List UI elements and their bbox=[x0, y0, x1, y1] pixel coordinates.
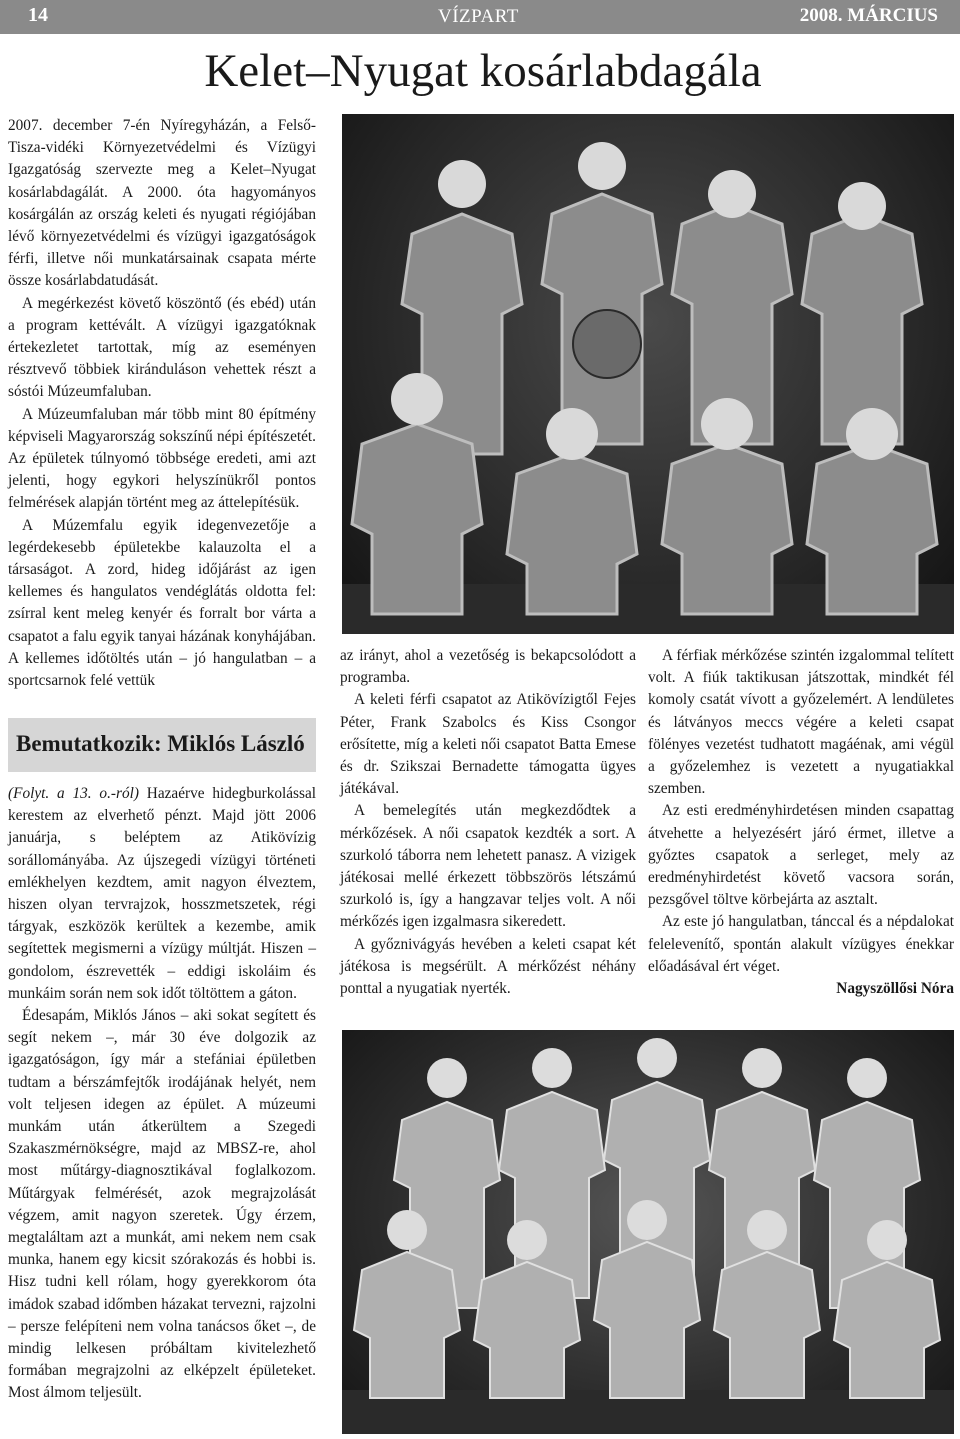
paragraph: A keleti férfi csapatot az Atikövízigtől Fejes Péter, Frank Szabolcs és Kiss Csongor erősítette, míg a keleti női csapatot Batta Emese és dr. Szikszai Bernadette támogatta ügyes játékával. bbox=[340, 691, 636, 798]
middle-column bbox=[340, 645, 636, 1000]
paragraph: az irányt, ahol a vezetőség is bekapcsolódott a programba. bbox=[340, 647, 636, 687]
paragraph: Az este jó hangulatban, tánccal és a népdalokat felelevenítő, spontán alakult vízügyes énekkar előadásával ért véget. bbox=[648, 913, 954, 975]
sidebar-heading-box bbox=[8, 718, 316, 772]
page-number: 14 bbox=[28, 4, 48, 26]
issue-date: 2008. MÁRCIUS bbox=[799, 5, 938, 26]
paragraph: A győznivágyás hevében a keleti csapat két játékosa is megsérült. A mérkőzést néhány ponttal a nyugatiak nyerték. bbox=[340, 935, 636, 998]
sidebar-heading: Bemutatkozik: Miklós László bbox=[16, 731, 305, 756]
paragraph: A Múzemfalu egyik idegenvezetője a legérdekesebb épületekbe kalauzolta el a társaságot. A zord, hideg időjárást az igen kellemes és hangulatos vendéglátás oldotta fel: zsírral kent meleg kenyér és forralt bor várta a csapatot a falu egyik tanyai házának konyhájában. A kellemes időtöltés után – jó hangulatban – a sportcsarnok felé vettük bbox=[8, 516, 316, 690]
paragraph: A megérkezést követő köszöntő (és ebéd) után a program kettévált. A vízügyi igazgatóknak értekezletet tartottak, míg az eseményen résztvevő többiek kiránduláson vehettek részt a sóstói Múzeumfaluban. bbox=[8, 294, 316, 401]
left-column-bottom bbox=[8, 783, 316, 1405]
right-column bbox=[648, 645, 954, 1000]
paragraph: A férfiak mérkőzése szintén izgalommal telített volt. A fiúk taktikusan játszottak, mindkét fél komoly csatát vívott a győzelemért. A lendületes és látványos meccs végére a keleti csapat fölényes vezetést tudhatott magáénak, ami végül a győzelemhez is vezetett a nyugatiakkal szemben. bbox=[648, 647, 954, 798]
left-column-top bbox=[8, 115, 316, 692]
paragraph: Az esti eredményhirdetésen minden csapattag átvehette a helyezésért járó érmet, illetve a győztes csapatok a serleget, mely az eredményhirdetést követő vacsora során, pezsgővel töltve körbejárta az asztalt. bbox=[648, 802, 954, 909]
women-team-photo bbox=[342, 114, 954, 634]
magazine-name: VÍZPART bbox=[438, 6, 519, 27]
paragraph: A Múzeumfaluban már több mint 80 építmény képviseli Magyarország sokszínű népi építészetét. Az épületek túlnyomó többsége eredeti, ami azt jelenti, hogy egykori helyszínükről pontos felmérések alapján történt meg az áttelepítésük. bbox=[8, 405, 316, 512]
page-header-bar bbox=[0, 0, 960, 34]
women-team-photo-illustration bbox=[342, 114, 954, 634]
article-title: Kelet–Nyugat kosárlabdagála bbox=[204, 45, 762, 97]
paragraph-text: Hazaérve hidegburkolással kerestem az elverhető pénzt. Majd jött 2006 januárja, s beléptem az Atikövízig sorállományába. Az újszegedi vízügyi történeti emlékhelyen kezdtem, amit nagyon élveztem, hiszen olyan tervrajzok, hosszmetszetek, régi tárgyak, eszközök kerültek a kezembe, amik segítettek megismerni a vízügy múltját. Hiszen – gondolom, észrevették – eddigi iskoláim és munkáim során nem sok időt töltöttem a gáton. bbox=[8, 785, 316, 1002]
article-author: Nagyszöllősi Nóra bbox=[836, 980, 954, 998]
paragraph: 2007. december 7-én Nyíregyházán, a Felső-Tisza-vidéki Környezetvédelmi és Vízügyi Igazgatóság szervezte meg a Kelet–Nyugat kosárlabdagálát. A 2000. óta hagyományos kosárgálán az ország keleti és nyugati régiójában lévő környezetvédelmi és vízügyi igazgatóságok férfi, illetve női munkatársainak csapata mérte össze kosárlabdatudását. bbox=[8, 117, 316, 290]
paragraph: Édesapám, Miklós János – aki sokat segített és segít nekem –, már 30 éve dolgozik az igazgatóságon, így már a stefániai épületben tudtam a bérszámfejtők irodájának helyét, nem volt teljesen idegen az épület. A múzeumi munkám után átkerültem a Szegedi Szakaszmérnökségre, majd az MBSZ-re, ahol most műtárgy-diagnosztikával foglalkozom. Műtárgyak felmérését, azok megrajzolását végzem, amit nagyon szeretek. Úgy érzem, megtaláltam azt a munkát, ami nekem nem csak munka, hanem egy kicsit szórakozás és hobbi is. Hisz tudni kell rólam, hogy gyerekkorom óta imádok szabad időmben házakat tervezni, rajzolni – persze felépíteni nem volna tanácsos őket –, de mindig lelkesen próbáltam kivitelezhető formában megrajzolni az elképzelt épületeket. Most álmom teljesült. bbox=[8, 1007, 316, 1402]
continuation-label: (Folyt. a 13. o.-ról) bbox=[8, 785, 139, 802]
men-team-photo bbox=[342, 1030, 954, 1434]
men-team-photo-illustration bbox=[342, 1030, 954, 1434]
paragraph: A bemelegítés után megkezdődtek a mérkőzések. A női csapatok kezdték a sort. A szurkoló táborra nem lehetett panasz. A vizigek játékosai mellé érkezett többszörös létszámú szurkoló is, így a hangzavar teljes volt. A női mérkőzés igen izgalmasra sikeredett. bbox=[340, 802, 636, 931]
paragraph bbox=[8, 783, 316, 1005]
